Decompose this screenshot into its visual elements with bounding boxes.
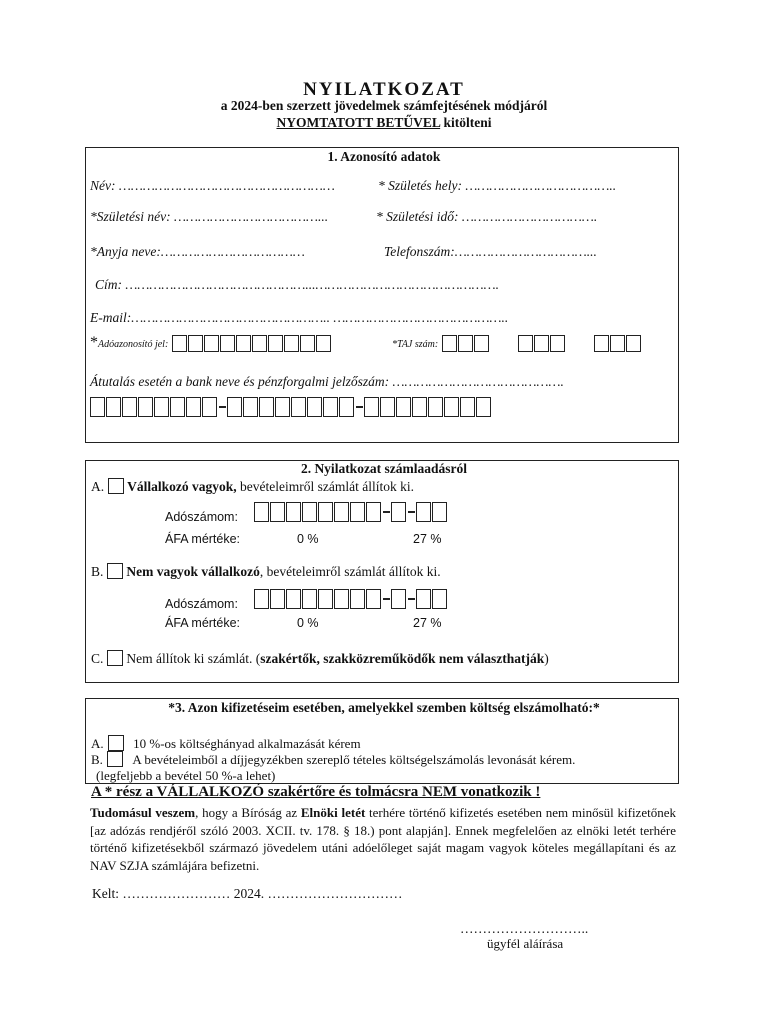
tax-number-label-b: Adószámom: (165, 597, 238, 611)
taj-boxes[interactable] (442, 334, 670, 351)
section1-heading: 1. Azonosító adatok (327, 149, 441, 164)
notice-headline: A * rész a VÁLLALKOZÓ szakértőre és tolmácsra NEM vonatkozik ! (91, 784, 541, 800)
taj-digit-box[interactable] (518, 335, 533, 352)
tax-id-boxes[interactable] (172, 334, 332, 351)
bank-account-digit-box[interactable] (106, 397, 121, 417)
vat-0-b[interactable]: 0 % (297, 616, 319, 630)
option-3a-checkbox[interactable] (108, 735, 124, 751)
option-a-letter: A (91, 479, 101, 494)
tax-number-digit-box[interactable] (318, 589, 333, 609)
fill-instruction (0, 115, 768, 131)
bank-account-digit-box[interactable] (364, 397, 379, 417)
taj-row (392, 334, 670, 352)
address-field[interactable]: Cím: ………………………………………...………………………………………. (95, 277, 499, 292)
tax-number-boxes-b[interactable] (254, 589, 448, 609)
section2-heading: 2. Nyilatkozat számlaadásról (300, 461, 468, 476)
birth-name-field[interactable]: *Születési név: ………………………………... (90, 209, 329, 224)
tax-number-digit-box[interactable] (286, 502, 301, 522)
bank-account-digit-box[interactable] (323, 397, 338, 417)
tax-number-digit-box[interactable] (286, 589, 301, 609)
tax-number-digit-box[interactable] (318, 502, 333, 522)
tax-id-digit-box[interactable] (252, 335, 267, 352)
phone-field[interactable]: Telefonszám:……………………………... (384, 244, 597, 259)
tax-number-digit-box[interactable] (391, 502, 406, 522)
tax-id-digit-box[interactable] (300, 335, 315, 352)
tax-number-digit-box[interactable] (254, 502, 269, 522)
name-field[interactable]: Név: ……………………………………………… (90, 178, 335, 193)
tax-number-digit-box[interactable] (350, 589, 365, 609)
bank-account-digit-box[interactable] (444, 397, 459, 417)
option-a-checkbox[interactable] (108, 478, 124, 494)
option-3a-letter: A (91, 736, 101, 751)
bank-account-digit-box[interactable] (170, 397, 185, 417)
tax-number-digit-box[interactable] (416, 589, 431, 609)
option-b-bold: Nem vagyok vállalkozó (126, 564, 260, 579)
ack-text-2: terhére történő kifizetés esetében nem minősül kifizetőnek [az adózás rendjéről szóló 2003. XCII. tv. 178. § 18.) pont alapján]. Ennek megfelelően az elnöki letét terhére történő kifizetésekből származó jövedelem utáni adóelőleget saját magam vagyok köteles megállapítani és az NAV SZJA számlájára befizetni. (90, 805, 676, 873)
tax-id-digit-box[interactable] (316, 335, 331, 352)
tax-number-digit-box[interactable] (334, 589, 349, 609)
bank-label: Átutalás esetén a bank neve és pénzforgalmi jelzőszám: ……………………………………. (90, 374, 564, 389)
tax-number-separator (408, 598, 415, 600)
bank-account-digit-box[interactable] (396, 397, 411, 417)
bank-account-digit-box[interactable] (186, 397, 201, 417)
tax-id-row (90, 334, 332, 352)
option-a-entrepreneur[interactable]: A. Vállalkozó vagyok, bevételeimről számlát állítok ki. (91, 479, 414, 494)
option-a-text: bevételeimről számlát állítok ki. (236, 479, 414, 494)
option-b-checkbox[interactable] (107, 563, 123, 579)
taj-digit-box[interactable] (594, 335, 609, 352)
bank-account-digit-box[interactable] (291, 397, 306, 417)
taj-group (442, 334, 490, 351)
taj-digit-box[interactable] (534, 335, 549, 352)
option-3b-letter: B (91, 752, 100, 767)
taj-digit-box[interactable] (458, 335, 473, 352)
tax-number-separator (383, 598, 390, 600)
bank-account-digit-box[interactable] (275, 397, 290, 417)
option-c-checkbox[interactable] (107, 650, 123, 666)
option-a-bold: Vállalkozó vagyok, (127, 479, 237, 494)
option-3a[interactable]: A. 10 %-os költséghányad alkalmazását kérem (91, 736, 361, 751)
ack-bold: Tudomásul veszem (90, 805, 196, 820)
tax-id-digit-box[interactable] (236, 335, 251, 352)
taj-digit-box[interactable] (610, 335, 625, 352)
option-c-letter: C (91, 651, 101, 666)
option-3b-text: A bevételeimből a díjjegyzékben szereplő tételes költségelszámolás levonását kérem. (132, 752, 576, 767)
taj-digit-box[interactable] (442, 335, 457, 352)
page-subtitle: a 2024-ben szerzett jövedelmek számfejtésének módjáról (220, 98, 548, 113)
tax-id-digit-box[interactable] (284, 335, 299, 352)
taj-digit-box[interactable] (474, 335, 489, 352)
option-c-bold: szakértők, szakközreműködők nem választhatják (260, 651, 545, 666)
option-b-letter: B (91, 564, 101, 579)
option-c-end: ) (544, 651, 549, 666)
bank-account-digit-box[interactable] (138, 397, 153, 417)
acknowledgement-paragraph (90, 804, 676, 874)
bank-account-digit-box[interactable] (380, 397, 395, 417)
tax-id-label: Adóazonosító jel: (98, 339, 169, 350)
tax-number-digit-box[interactable] (334, 502, 349, 522)
tax-number-digit-box[interactable] (366, 502, 381, 522)
option-c-no-invoice[interactable]: C. Nem állítok ki számlát. (szakértők, szakközreműködők nem választhatják) (91, 651, 549, 666)
option-c-text: Nem állítok ki számlát. ( (126, 651, 261, 666)
tax-number-label-a: Adószámom: (165, 510, 238, 524)
bank-account-digit-box[interactable] (259, 397, 274, 417)
vat-label-b: ÁFA mértéke: (165, 616, 241, 630)
tax-id-digit-box[interactable] (188, 335, 203, 352)
email-field[interactable]: E-mail:………………………………………….. …………………………………….. (90, 310, 509, 325)
tax-number-digit-box[interactable] (391, 589, 406, 609)
tax-id-star: * (90, 334, 98, 351)
signature-label: ügyfél aláírása (487, 936, 564, 951)
tax-number-digit-box[interactable] (254, 589, 269, 609)
tax-id-digit-box[interactable] (172, 335, 187, 352)
bank-account-digit-box[interactable] (243, 397, 258, 417)
taj-digit-box[interactable] (626, 335, 641, 352)
date-field[interactable]: Kelt: …………………… 2024. ………………………… (92, 886, 403, 901)
option-3b-checkbox[interactable] (107, 751, 123, 767)
bank-account-digit-box[interactable] (202, 397, 217, 417)
vat-27-b[interactable]: 27 % (413, 616, 442, 630)
tax-number-digit-box[interactable] (366, 589, 381, 609)
tax-number-digit-box[interactable] (302, 589, 317, 609)
tax-number-digit-box[interactable] (432, 589, 447, 609)
option-b-not-entrepreneur[interactable]: B. Nem vagyok vállalkozó, bevételeimről számlát állítok ki. (91, 564, 441, 579)
vat-27-a[interactable]: 27 % (413, 532, 442, 546)
tax-id-digit-box[interactable] (220, 335, 235, 352)
tax-number-digit-box[interactable] (432, 502, 447, 522)
tax-id-digit-box[interactable] (268, 335, 283, 352)
vat-label-a: ÁFA mértéke: (165, 532, 241, 546)
page-title: NYILATKOZAT (303, 79, 465, 100)
bank-account-digit-box[interactable] (122, 397, 137, 417)
bank-account-digit-box[interactable] (428, 397, 443, 417)
bank-account-separator (356, 406, 363, 408)
tax-number-digit-box[interactable] (416, 502, 431, 522)
taj-digit-box[interactable] (550, 335, 565, 352)
bank-account-boxes[interactable] (90, 397, 492, 417)
mother-name-field[interactable]: *Anyja neve:……………………………… (90, 244, 305, 259)
bank-account-digit-box[interactable] (476, 397, 491, 417)
tax-id-digit-box[interactable] (204, 335, 219, 352)
fill-instruction-bold: NYOMTATOTT BETŰVEL (276, 115, 441, 130)
bank-account-digit-box[interactable] (307, 397, 322, 417)
tax-number-separator (408, 511, 415, 513)
bank-account-separator (219, 406, 226, 408)
ack-text-1: , hogy a Bíróság az (195, 805, 301, 820)
tax-number-digit-box[interactable] (270, 502, 285, 522)
option-3b-note: (legfeljebb a bevétel 50 %-a lehet) (96, 768, 276, 783)
tax-number-digit-box[interactable] (270, 589, 285, 609)
tax-number-separator (383, 511, 390, 513)
fill-instruction-rest: kitölteni (440, 115, 492, 130)
bank-account-digit-box[interactable] (460, 397, 475, 417)
taj-group (518, 334, 566, 351)
bank-account-digit-box[interactable] (339, 397, 354, 417)
tax-number-digit-box[interactable] (302, 502, 317, 522)
bank-account-digit-box[interactable] (154, 397, 169, 417)
bank-account-digit-box[interactable] (90, 397, 105, 417)
option-3b[interactable]: B. A bevételeimből a díjjegyzékben szereplő tételes költségelszámolás levonását kérem. (91, 752, 576, 767)
signature-line[interactable]: ……………………….. (460, 921, 589, 936)
tax-number-boxes-a[interactable] (254, 502, 448, 522)
taj-group (594, 334, 642, 351)
vat-0-a[interactable]: 0 % (297, 532, 319, 546)
section3-heading: *3. Azon kifizetéseim esetében, amelyekkel szemben költség elszámolható:* (168, 700, 600, 715)
ack-bold-2: Elnöki letét (300, 805, 366, 820)
birthplace-field[interactable]: * Születés hely: ……………………………….. (378, 178, 617, 193)
bank-account-digit-box[interactable] (412, 397, 427, 417)
taj-label: *TAJ szám: (392, 339, 439, 350)
bank-account-digit-box[interactable] (227, 397, 242, 417)
tax-number-digit-box[interactable] (350, 502, 365, 522)
birthdate-field[interactable]: * Születési idő: ……………………………. (376, 209, 598, 224)
option-b-text: , bevételeimről számlát állítok ki. (259, 564, 441, 579)
option-3a-text: 10 %-os költséghányad alkalmazását kérem (133, 736, 361, 751)
